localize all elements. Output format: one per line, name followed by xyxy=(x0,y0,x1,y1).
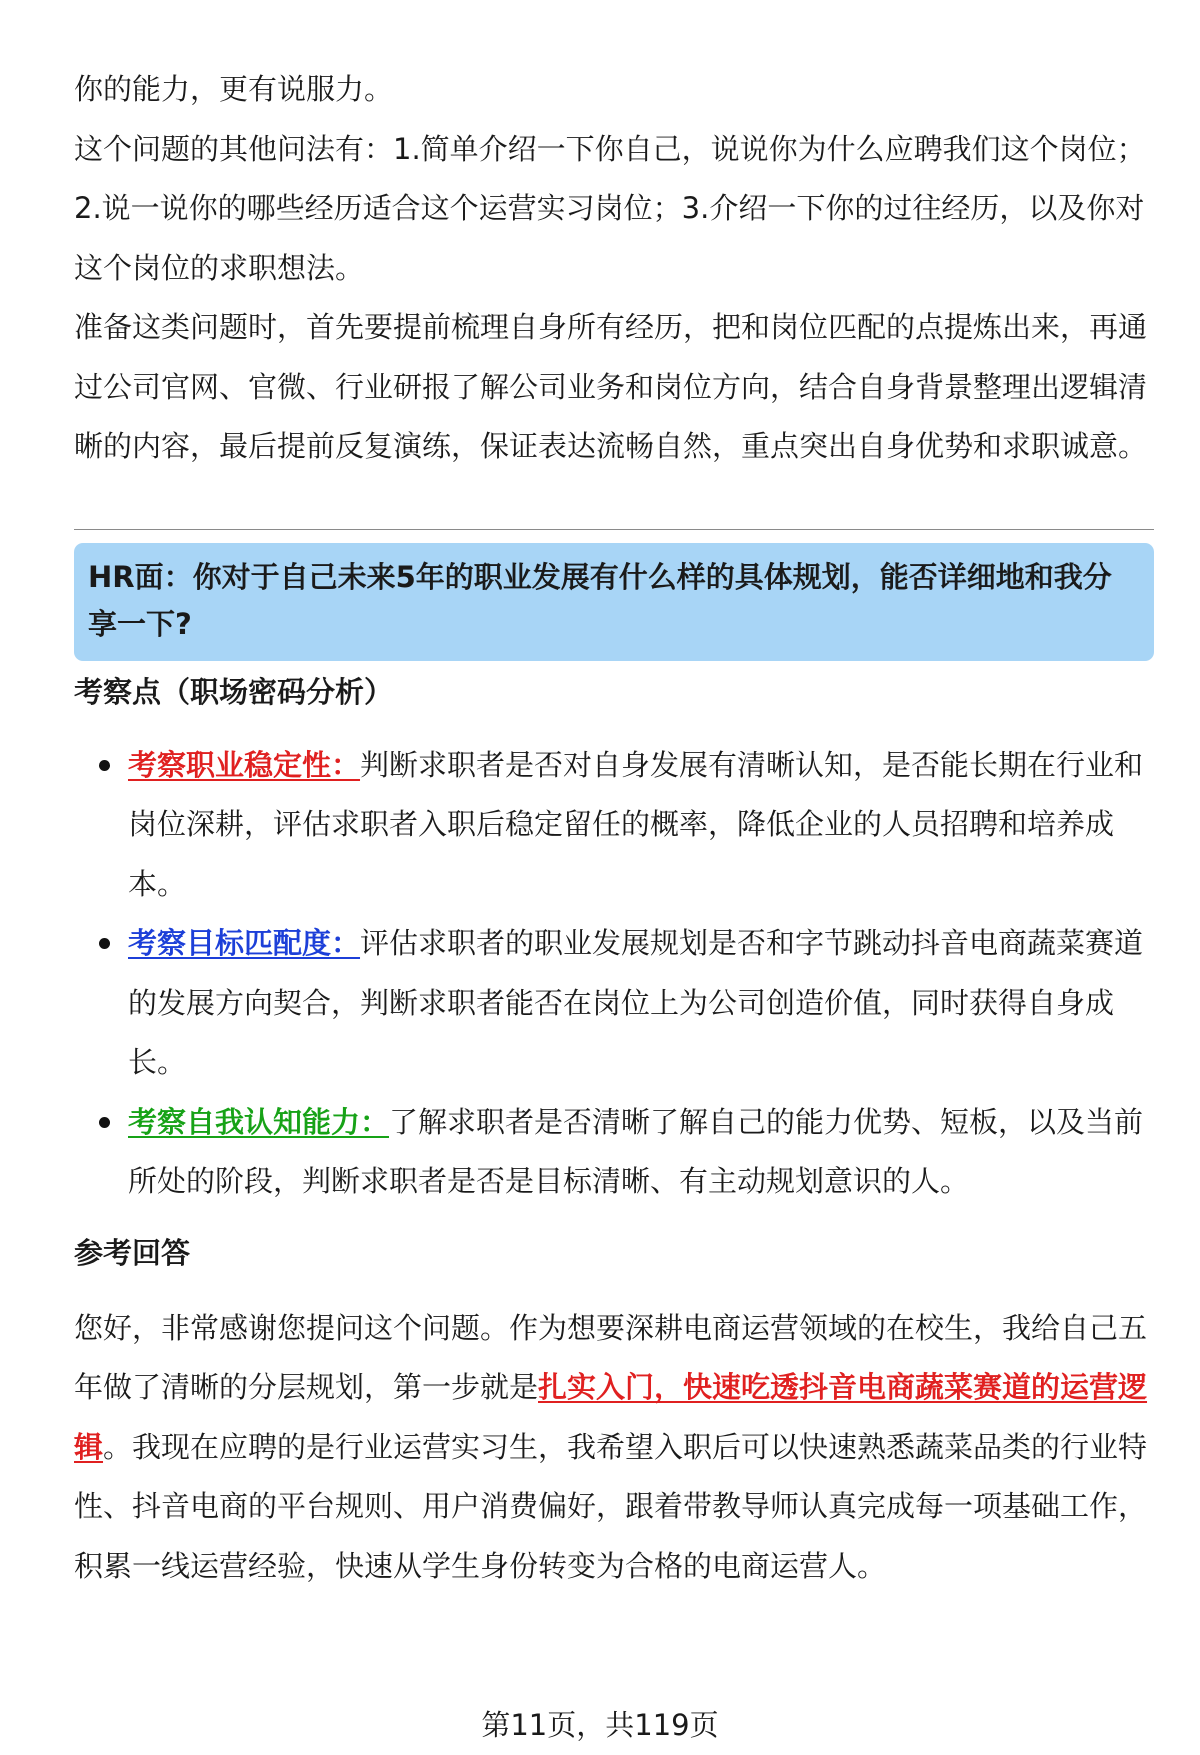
hr-question-box: HR面：你对于自己未来5年的职业发展有什么样的具体规划，能否详细地和我分享一下? xyxy=(74,543,1154,661)
intro-paragraph-3: 准备这类问题时，首先要提前梳理自身所有经历，把和岗位匹配的点提炼出来，再通过公司官网、官微、行业研报了解公司业务和岗位方向，结合自身背景整理出逻辑清晰的内容，最后提前反复演练，保证表达流畅自然，重点突出自身优势和求职诚意。 xyxy=(74,310,1148,463)
reference-heading: 参考回答 xyxy=(74,1235,191,1270)
answer-text-before: 您好，非常感谢您提问这个问题。作为想要深耕电商运营领域的在校生，我给自己五年做了清晰的分层规划，第一步就是 xyxy=(74,1310,1148,1404)
bullet-icon xyxy=(99,760,110,771)
answer-highlight: 扎实入门，快速吃透抖音电商蔬菜赛道的运营逻辑 xyxy=(74,1370,1148,1464)
analysis-label-stability: 考察职业稳定性： xyxy=(128,747,361,782)
list-item xyxy=(128,1093,1154,1212)
list-item xyxy=(128,736,1154,915)
analysis-label-self-awareness: 考察自我认知能力： xyxy=(128,1104,390,1139)
list-item xyxy=(128,914,1154,1093)
reference-answer xyxy=(74,1299,1154,1597)
analysis-list xyxy=(74,736,1154,1212)
answer-text-after: 。我现在应聘的是行业运营实习生，我希望入职后可以快速熟悉蔬菜品类的行业特性、抖音电商的平台规则、用户消费偏好，跟着带教导师认真完成每一项基础工作，积累一线运营经验，快速从学生身份转变为合格的电商运营人。 xyxy=(74,1429,1148,1583)
section-divider xyxy=(74,529,1154,530)
analysis-text-stability: 判断求职者是否对自身发展有清晰认知，是否能长期在行业和岗位深耕，评估求职者入职后稳定留任的概率，降低企业的人员招聘和培养成本。 xyxy=(128,747,1144,901)
page-number: 第11页，共119页 xyxy=(481,1708,719,1742)
analysis-text-goal-match: 评估求职者的职业发展规划是否和字节跳动抖音电商蔬菜赛道的发展方向契合，判断求职者能否在岗位上为公司创造价值，同时获得自身成长。 xyxy=(128,926,1144,1079)
analysis-heading: 考察点（职场密码分析） xyxy=(74,674,394,709)
bullet-icon xyxy=(99,1117,110,1128)
document-page xyxy=(74,60,1154,1596)
bullet-icon xyxy=(99,938,110,949)
intro-paragraph-1: 你的能力，更有说服力。 xyxy=(74,72,394,106)
intro-paragraph-2: 这个问题的其他问法有：1.简单介绍一下你自己，说说你为什么应聘我们这个岗位；2.说一说你的哪些经历适合这个运营实习岗位；3.介绍一下你的过往经历，以及你对这个岗位的求职想法。 xyxy=(74,131,1146,285)
analysis-text-self-awareness: 了解求职者是否清晰了解自己的能力优势、短板，以及当前所处的阶段，判断求职者是否是目标清晰、有主动规划意识的人。 xyxy=(128,1104,1144,1198)
analysis-label-goal-match: 考察目标匹配度： xyxy=(128,926,361,960)
